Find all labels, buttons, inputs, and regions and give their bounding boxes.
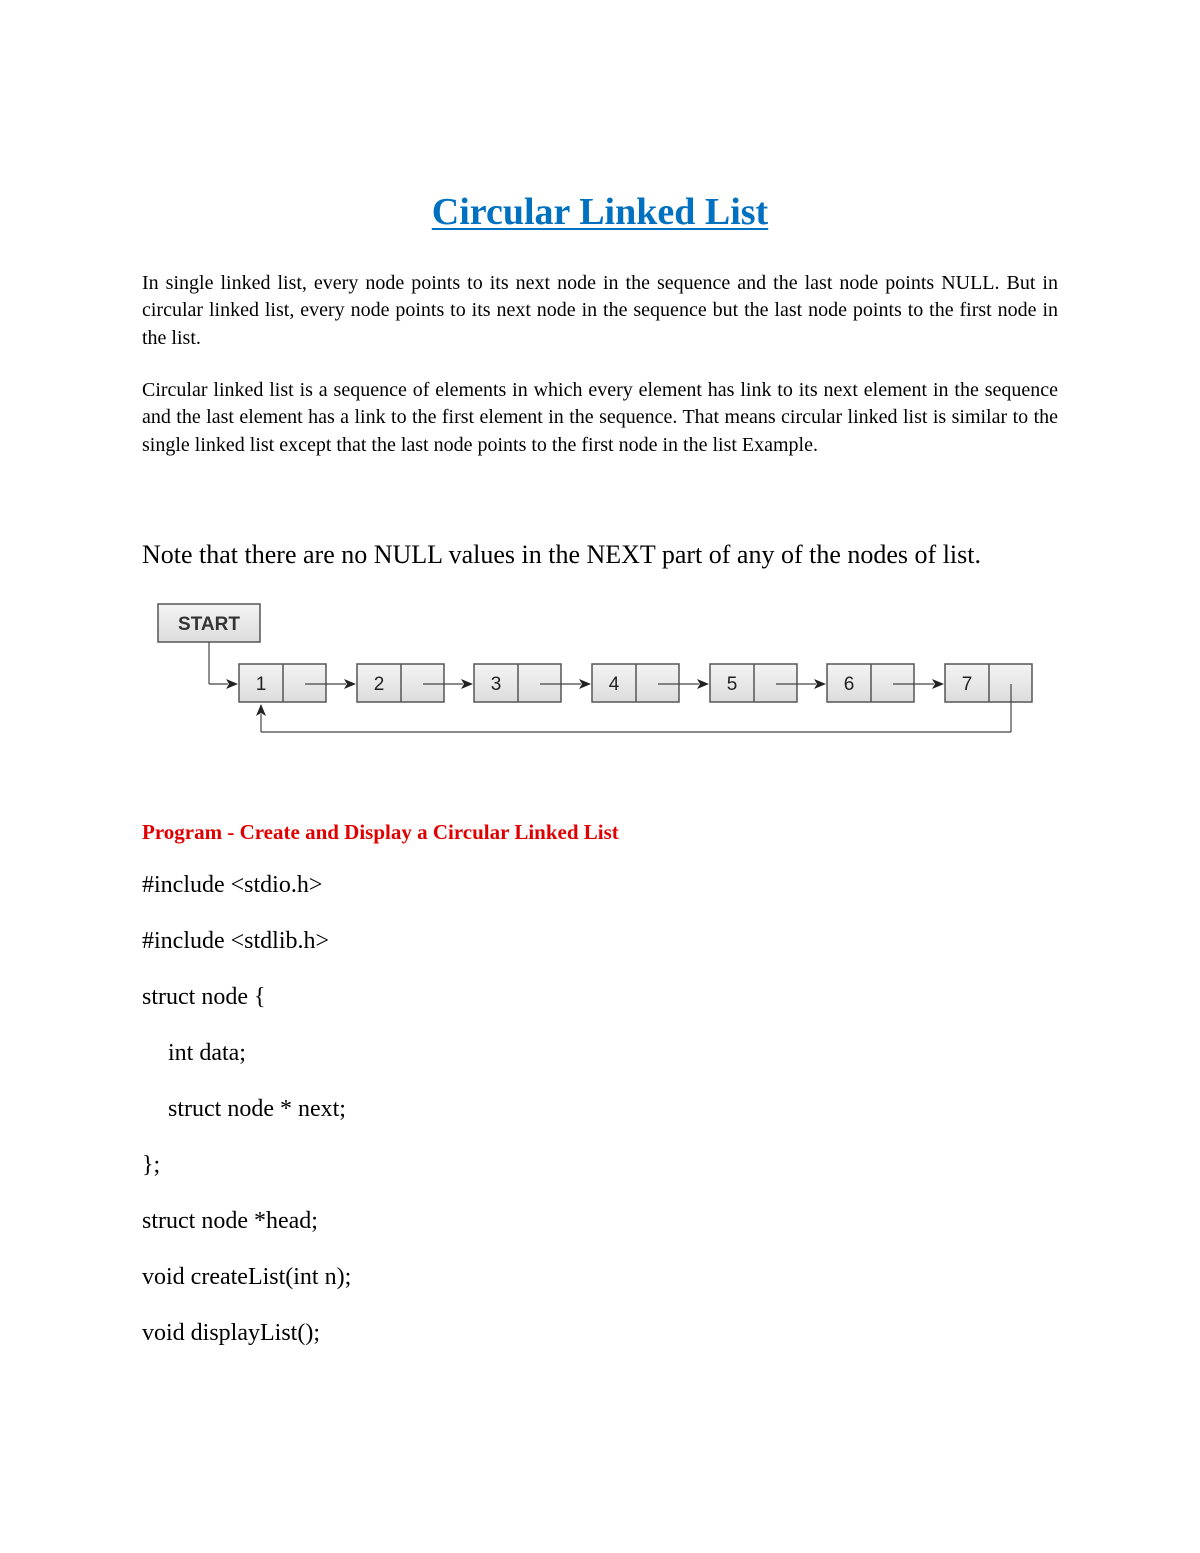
list-node-5 — [710, 664, 797, 702]
code-line-struct-close: }; — [142, 1152, 161, 1178]
start-pointer-box — [158, 604, 260, 642]
node-1-value: 1 — [255, 674, 267, 695]
page-title: Circular Linked List — [431, 191, 769, 233]
note-text: Note that there are no NULL values in the NEXT part of any of the nodes of list. — [142, 540, 981, 569]
start-arrow — [209, 642, 238, 689]
circular-linked-list-diagram — [150, 598, 1040, 748]
node-7-value: 7 — [961, 674, 973, 695]
start-label: START — [178, 614, 240, 635]
node-5-value: 5 — [726, 674, 738, 695]
node-4-value: 4 — [608, 674, 620, 695]
list-node-1 — [239, 664, 326, 702]
list-node-7 — [945, 664, 1032, 702]
node-6-value: 6 — [843, 674, 855, 695]
list-node-3 — [474, 664, 561, 702]
list-node-4 — [592, 664, 679, 702]
code-line-include-stdlib: #include <stdlib.h> — [142, 928, 330, 954]
node-3-value: 3 — [490, 674, 502, 695]
code-line-struct-node-open: struct node { — [142, 984, 266, 1010]
code-line-include-stdio: #include <stdio.h> — [142, 872, 323, 898]
code-line-displaylist-prototype: void displayList(); — [142, 1320, 320, 1346]
paragraph-definition: Circular linked list is a sequence of elements in which every element has link to its next element in the sequence and the last element has a link to the first element in the sequence. That means circular linked list is similar to the single linked list except that the last node points to the first node in the list Example. — [142, 379, 1058, 456]
code-line-next-pointer: struct node * next; — [168, 1096, 346, 1122]
paragraph-single-vs-circular: In single linked list, every node points to its next node in the sequence and the last node points NULL. But in circular linked list, every node points to its next node in the sequence but the last node points to the first node in the list. — [142, 272, 1058, 349]
list-node-2 — [357, 664, 444, 702]
code-line-createlist-prototype: void createList(int n); — [142, 1264, 352, 1290]
code-line-int-data: int data; — [168, 1040, 246, 1066]
code-line-head-declaration: struct node *head; — [142, 1208, 318, 1234]
program-heading: Program - Create and Display a Circular Linked List — [142, 820, 619, 844]
node-2-value: 2 — [373, 674, 385, 695]
list-node-6 — [827, 664, 914, 702]
